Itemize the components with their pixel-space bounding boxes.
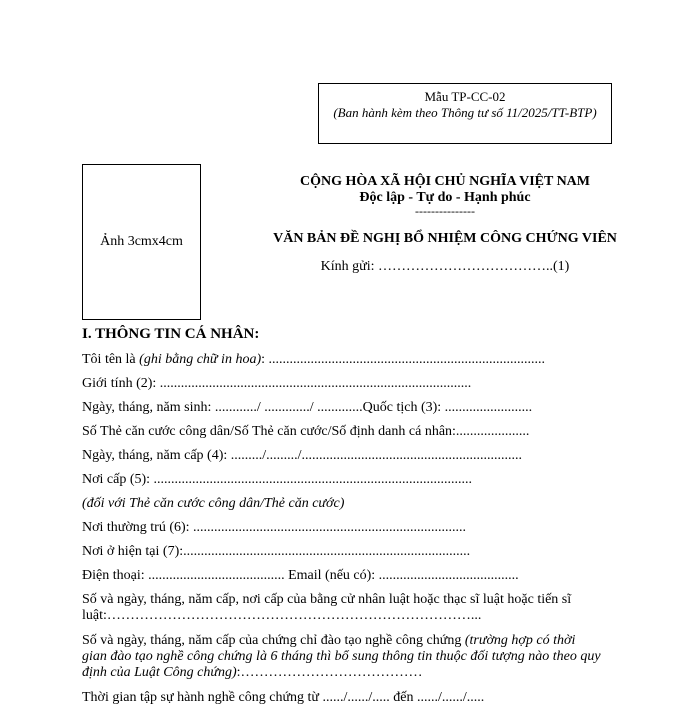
photo-label: Ảnh 3cmx4cm: [100, 234, 183, 249]
internship-line: Thời gian tập sự hành nghề công chứng từ ....../....../..... đến ....../....../.....: [82, 690, 485, 705]
country-name: CỘNG HÒA XÃ HỘI CHỦ NGHĨA VIỆT NAM: [299, 174, 590, 189]
recipient-line: Kính gửi: ………………………………..(1): [320, 259, 570, 274]
photo-placeholder: [82, 164, 201, 320]
phone-email-line: Điện thoại: ....................................... Email (nếu có): ........................................: [82, 568, 519, 583]
dob-nationality-line: Ngày, tháng, năm sinh: ............/ ............./ .............Quốc tịch (3): .........................: [82, 400, 533, 415]
section-personal-info-title: I. THÔNG TIN CÁ NHÂN:: [82, 326, 260, 342]
form-code-box: [318, 83, 612, 144]
certificate-label: Số và ngày, tháng, năm cấp của chứng chỉ đào tạo nghề công chứng: [82, 633, 465, 648]
issue-date-line: Ngày, tháng, năm cấp (4): ........./........./...............................................................: [82, 448, 523, 463]
full-name-hint: (ghi bằng chữ in hoa): [139, 352, 262, 367]
national-motto: Độc lập - Tự do - Hạnh phúc: [359, 190, 531, 205]
full-name-line: [82, 352, 602, 368]
header-divider: ---------------: [415, 204, 475, 218]
degree-line: Số và ngày, tháng, năm cấp, nơi cấp của bằng cử nhân luật hoặc thạc sĩ luật hoặc tiến sĩ luật:……………………………………………………………………...: [82, 592, 572, 623]
certificate-dots: :…………………………………: [236, 665, 423, 680]
form-issued-by: (Ban hành kèm theo Thông tư số 11/2025/TT-BTP): [333, 105, 597, 120]
gender-line: Giới tính (2): .........................................................................................: [82, 376, 472, 391]
permanent-address-line: Nơi thường trú (6): ..............................................................................: [82, 520, 467, 535]
full-name-label: Tôi tên là: [82, 352, 140, 367]
current-address-line: Nơi ở hiện tại (7):..................................................................................: [82, 544, 471, 559]
id-number-line: Số Thẻ căn cước công dân/Số Thẻ căn cước/Số định danh cá nhân:.....................: [82, 424, 530, 439]
certificate-hint: (trường hợp có thời gian đào tạo nghề công chứng là 6 tháng thì bổ sung thông tin thuộc đối tượng nào theo quy định của Luật Công chứng): [82, 633, 601, 680]
form-code: Mẫu TP-CC-02: [424, 89, 506, 104]
document-title: VĂN BẢN ĐỀ NGHỊ BỔ NHIỆM CÔNG CHỨNG VIÊN: [273, 231, 617, 246]
full-name-dots: : ...............................................................................: [261, 352, 545, 367]
issue-place-line: Nơi cấp (5): ...........................................................................................: [82, 472, 473, 487]
certificate-line: [82, 633, 602, 681]
id-note-line: (đối với Thẻ căn cước công dân/Thẻ căn cước): [82, 496, 345, 511]
